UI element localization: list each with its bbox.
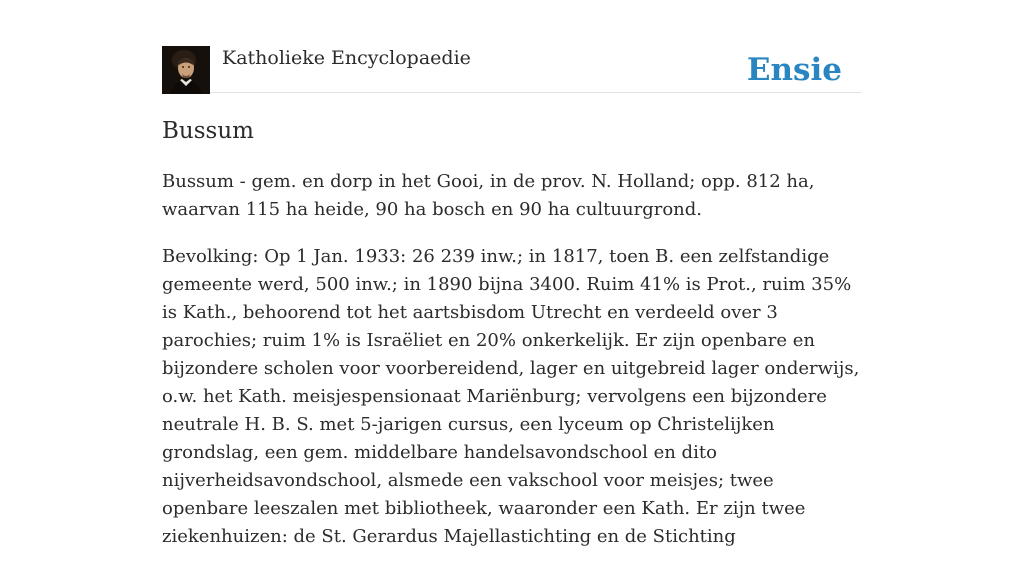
article-body (162, 168, 862, 570)
brand-logo[interactable]: Ensie (746, 52, 842, 88)
portrait-icon (162, 46, 210, 94)
source-avatar[interactable] (162, 46, 210, 94)
source-title[interactable]: Katholieke Encyclopaedie (222, 47, 471, 69)
header (162, 0, 862, 93)
page-container (162, 0, 862, 547)
page-title: Bussum (162, 118, 254, 144)
article-paragraph: Bevolking: Op 1 Jan. 1933: 26 239 inw.; in 1817, toen B. een zelfstandige gemeente werd, 500 inw.; in 1890 bijna 3400. Ruim 41% is Prot., ruim 35% is Kath., behoorend tot het aartsbisdom Utrecht en verdeeld over 3 parochies; ruim 1% is Israëliet en 20% onkerkelijk. Er zijn openbare en bijzondere scholen voor voorbereidend, lager en uitgebreid lager onderwijs, o.w. het Kath. meisjespensionaat Mariënburg; vervolgens een bijzondere neutrale H. B. S. met 5-jarigen cursus, een lyceum op Christelijken grondslag, een gem. middelbare handelsavondschool en dito nijverheidsavondschool, alsmede een vakschool voor meisjes; twee openbare leeszalen met bibliotheek, waaronder een Kath. Er zijn twee ziekenhuizen: de St. Gerardus Majellastichting en de Stichting (162, 246, 860, 547)
article-paragraph: Bussum - gem. en dorp in het Gooi, in de prov. N. Holland; opp. 812 ha, waarvan 115 ha heide, 90 ha bosch en 90 ha cultuurgrond. (162, 171, 815, 220)
